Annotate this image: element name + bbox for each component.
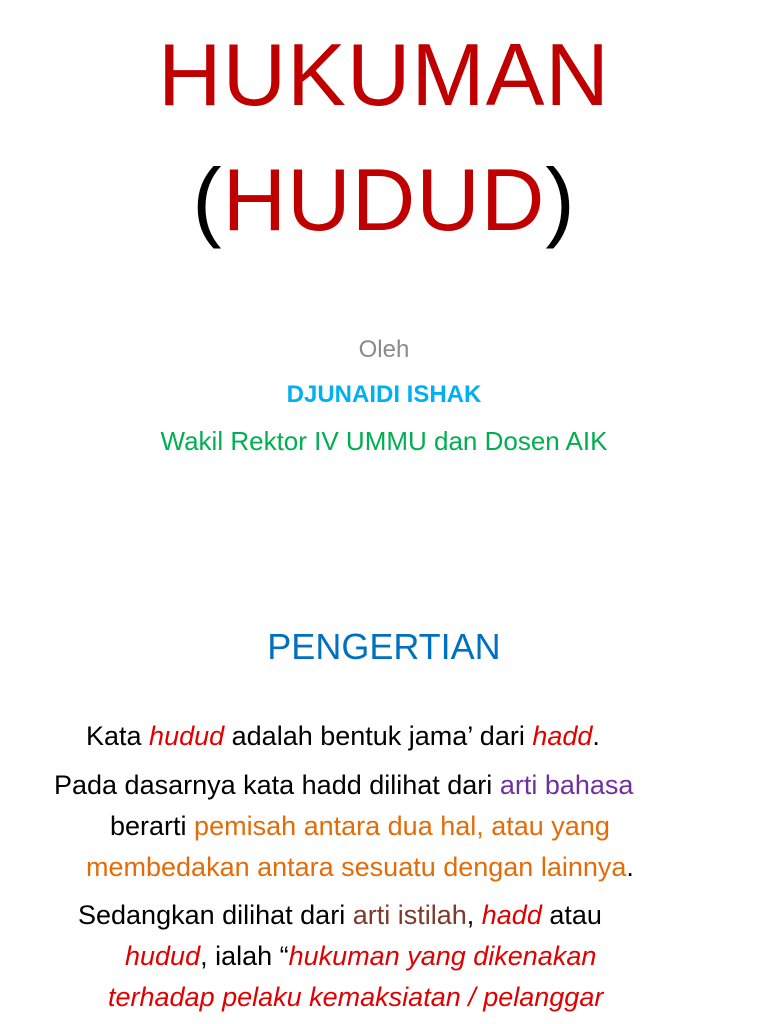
p3-arti-istilah: arti istilah (352, 900, 467, 930)
p2-text-c: berarti (110, 811, 195, 841)
paragraph-1 (86, 716, 600, 756)
p3-text-a: Sedangkan dilihat dari (78, 900, 353, 930)
p1-text-c: adalah bentuk jama’ dari (224, 721, 533, 751)
p1-term-hudud: hudud (149, 721, 225, 751)
p1-text-a: Kata (86, 721, 150, 751)
p1-text-e: . (592, 721, 600, 751)
p3-term-hadd: hadd (481, 900, 542, 930)
title-open-paren: ( (192, 150, 223, 249)
p3-term-hudud: hudud (125, 941, 201, 971)
p2-text-f: . (626, 852, 634, 882)
p3-definition-1: hukuman yang dikenakan (288, 941, 597, 971)
paragraph-3-line-1 (78, 895, 602, 935)
byline: Oleh (358, 336, 410, 363)
title-close-paren: ) (545, 150, 576, 249)
paragraph-3-line-3 (108, 977, 603, 1017)
title-line-1 (0, 20, 768, 130)
title-word-hukuman: HUKUMAN (158, 25, 610, 124)
author-name: DJUNAIDI ISHAK (286, 381, 482, 408)
p2-arti-bahasa: arti bahasa (499, 770, 634, 800)
section-heading: PENGERTIAN (267, 626, 501, 667)
p2-definition-1: pemisah antara dua hal, atau yang (194, 811, 610, 841)
p3-text-e: atau (541, 900, 602, 930)
paragraph-2-line-3 (86, 847, 634, 887)
title-word-hudud: HUDUD (222, 150, 546, 249)
p2-definition-2: membedakan antara sesuatu dengan lainnya (86, 852, 627, 882)
author-position: Wakil Rektor IV UMMU dan Dosen AIK (160, 426, 608, 456)
p3-text-c: , (466, 900, 482, 930)
p1-term-hadd: hadd (532, 721, 593, 751)
p3-text-g: , ialah “ (200, 941, 289, 971)
paragraph-2-line-2 (110, 806, 610, 846)
title-line-2 (0, 145, 768, 255)
paragraph-3-line-2 (125, 936, 596, 976)
p2-text-a: Pada dasarnya kata hadd dilihat dari (54, 770, 500, 800)
p3-definition-2: terhadap pelaku kemaksiatan / pelanggar (108, 982, 604, 1012)
paragraph-2-line-1 (54, 765, 633, 805)
